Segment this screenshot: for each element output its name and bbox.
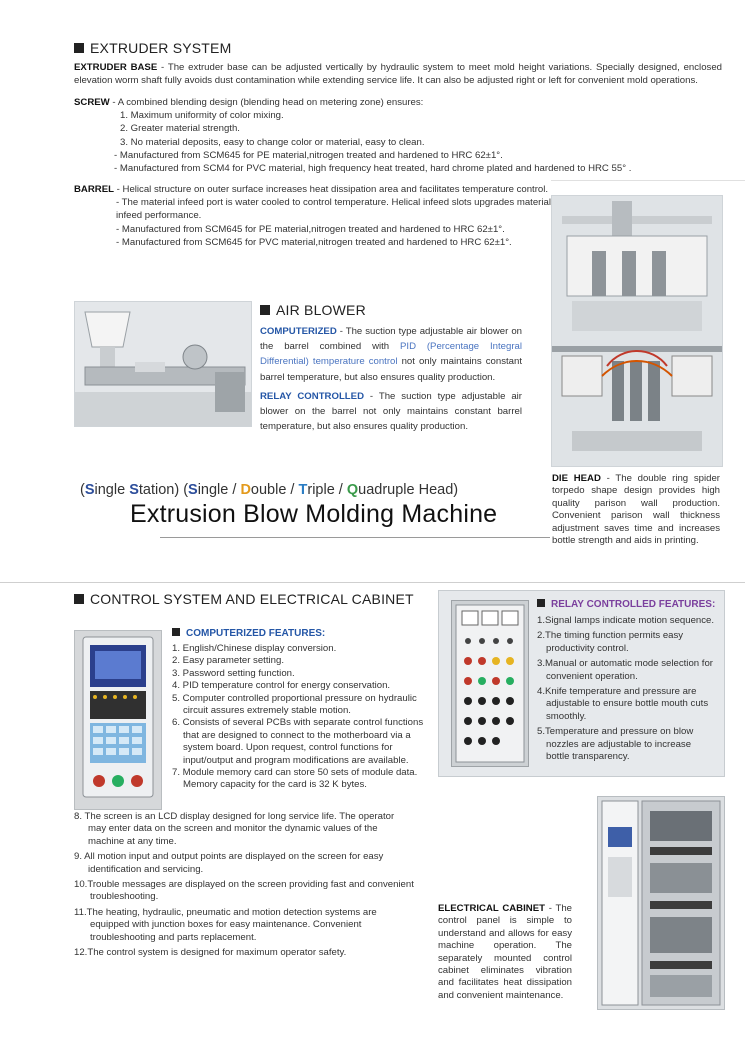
- barrel-note: - The material infeed port is water cooled to control temperature. Helical infeed slots upgrades material infeed performance.: [116, 197, 551, 222]
- screw-note: - Manufactured from SCM645 for PE material,nitrogen treated and hardened to HRC 62±1°.: [114, 149, 503, 161]
- extruder-hopper-icon: [75, 302, 251, 426]
- feature-item: 12.The control system is designed for maximum operator safety.: [74, 947, 347, 959]
- feature-item: 4. PID temperature control for energy conservation.: [172, 680, 391, 692]
- feature-item: 3. Password setting function.: [172, 667, 295, 679]
- die-head-caption: DIE HEAD - The double ring spider torpedo shape design provides high quality parison wall production. Convenient parison wall thickness adjustment saves time and increases bottle strength and aids in printing.: [552, 473, 720, 547]
- feature-item: 10.Trouble messages are displayed on the screen providing fast and convenient troubleshooting.: [74, 879, 414, 903]
- relay-feature-item: 4.Knife temperature and pressure are adjustable to ensure bottle mouth cuts smoothly.: [537, 686, 709, 722]
- air-blower-heading: AIR BLOWER: [260, 302, 366, 318]
- relay-feature-item: 2.The timing function permits easy productivity control.: [537, 630, 684, 654]
- feature-item: 2. Easy parameter setting.: [172, 655, 284, 667]
- electrical-cabinet-caption: ELECTRICAL CABINET - The control panel is simple to understand and allows for easy machine operation. The separately mounted control cabinet eliminates vibration and facilitates heat dissipation and convenient maintenance.: [438, 903, 572, 1001]
- computerized-features-list: [172, 643, 430, 792]
- relay-control-panel-photo: [451, 600, 529, 767]
- die-head-machine-icon: [552, 196, 722, 466]
- square-bullet-icon: [260, 305, 270, 315]
- lcd-controller-icon: [75, 631, 161, 809]
- screw-note: - Manufactured from SCM4 for PVC material, high frequency heat treated, hard chrome plated and hardened to HRC 55° .: [114, 163, 632, 175]
- screw-item: 1. Maximum uniformity of color mixing.: [120, 110, 284, 122]
- feature-item: 8. The screen is an LCD display designed for long service life. The operator may enter data on the screen and monitor the dynamic values of the machine at any time.: [74, 811, 395, 847]
- air-blower-computerized: COMPUTERIZED - The suction type adjustable air blower on the barrel combined with PID (Percentage Integral Differential) temperature control not only maintains constant barrel temperature, but also ensures quality production.: [260, 326, 522, 383]
- relay-features-heading: RELAY CONTROLLED FEATURES:: [537, 599, 715, 610]
- square-bullet-icon: [172, 628, 180, 636]
- barrel-intro: BARREL - Helical structure on outer surface increases heat dissipation area and facilitates temperature control.: [74, 184, 549, 195]
- screw-section: [74, 96, 694, 175]
- barrel-note: - Manufactured from SCM645 for PE material,nitrogen treated and hardened to HRC 62±1°.: [116, 223, 505, 235]
- computer-control-panel-photo: [74, 630, 162, 810]
- relay-feature-item: 5.Temperature and pressure on blow nozzles are adjustable to increase bottle transparency.: [537, 726, 694, 763]
- relay-features-box: [438, 590, 725, 777]
- pid-text: PID (Percentage Integral Differential) temperature control: [260, 341, 522, 368]
- feature-item: 7. Module memory card can store 50 sets of module data. Memory capacity for the card is 32 K bytes.: [172, 767, 418, 791]
- air-blower-relay: RELAY CONTROLLED - The suction type adjustable air blower on the barrel not only maintains constant barrel temperature, but also ensures quality production.: [260, 391, 522, 433]
- barrel-section: [74, 183, 574, 249]
- computerized-features-list-continued: [74, 811, 414, 959]
- feature-item: 1. English/Chinese display conversion.: [172, 643, 337, 654]
- relay-feature-item: 3.Manual or automatic mode selection for convenient operation.: [537, 658, 713, 682]
- air-blower-photo: [74, 301, 252, 427]
- page-title: Extrusion Blow Molding Machine: [130, 500, 498, 528]
- relay-panel-icon: [452, 601, 528, 766]
- control-heading: CONTROL SYSTEM AND ELECTRICAL CABINET: [74, 591, 414, 607]
- page-subtitle: (Single Station) (Single / Double / Triple / Quadruple Head): [80, 482, 459, 498]
- extruder-base-paragraph: EXTRUDER BASE - The extruder base can be adjusted vertically by hydraulic system to meet mold height variations. Specially designed, enclosed elevation worm shaft fully avoids dust contamination while extending service life. It can also be adjusted right or left for convenient mold operations.: [74, 62, 722, 87]
- feature-item: 6. Consists of several PCBs with separate control functions that are designed to connect to the motherboard via a system board. Upon request, control functions for input/output and program modifications are available.: [172, 717, 424, 766]
- feature-item: 9. All motion input and output points are displayed on the screen for easy identification and servicing.: [74, 851, 384, 875]
- relay-feature-item: 1.Signal lamps indicate motion sequence.: [537, 615, 715, 626]
- feature-item: 11.The heating, hydraulic, pneumatic and motion detection systems are equipped with junction boxes for easy maintenance. Convenient troubleshooting and parts replacement.: [74, 906, 377, 943]
- electrical-cabinet-icon: [598, 797, 724, 1009]
- square-bullet-icon: [74, 594, 84, 604]
- screw-item: 2. Greater material strength.: [120, 123, 240, 135]
- square-bullet-icon: [537, 599, 545, 607]
- computerized-features-heading: COMPUTERIZED FEATURES:: [172, 628, 325, 639]
- feature-item: 5. Computer controlled proportional pressure on hydraulic circuit assures extremely stable motion.: [172, 692, 417, 717]
- screw-intro: SCREW - A combined blending design (blending head on metering zone) ensures:: [74, 97, 424, 108]
- barrel-note: - Manufactured from SCM645 for PVC material,nitrogen treated and hardened to HRC 62±1°.: [116, 236, 512, 248]
- screw-item: 3. No material deposits, easy to change color or material, easy to clean.: [120, 136, 425, 148]
- electrical-cabinet-photo: [597, 796, 725, 1010]
- die-head-photo: [551, 195, 723, 467]
- relay-features-list: [537, 615, 717, 763]
- square-bullet-icon: [74, 43, 84, 53]
- extruder-heading: EXTRUDER SYSTEM: [74, 40, 231, 56]
